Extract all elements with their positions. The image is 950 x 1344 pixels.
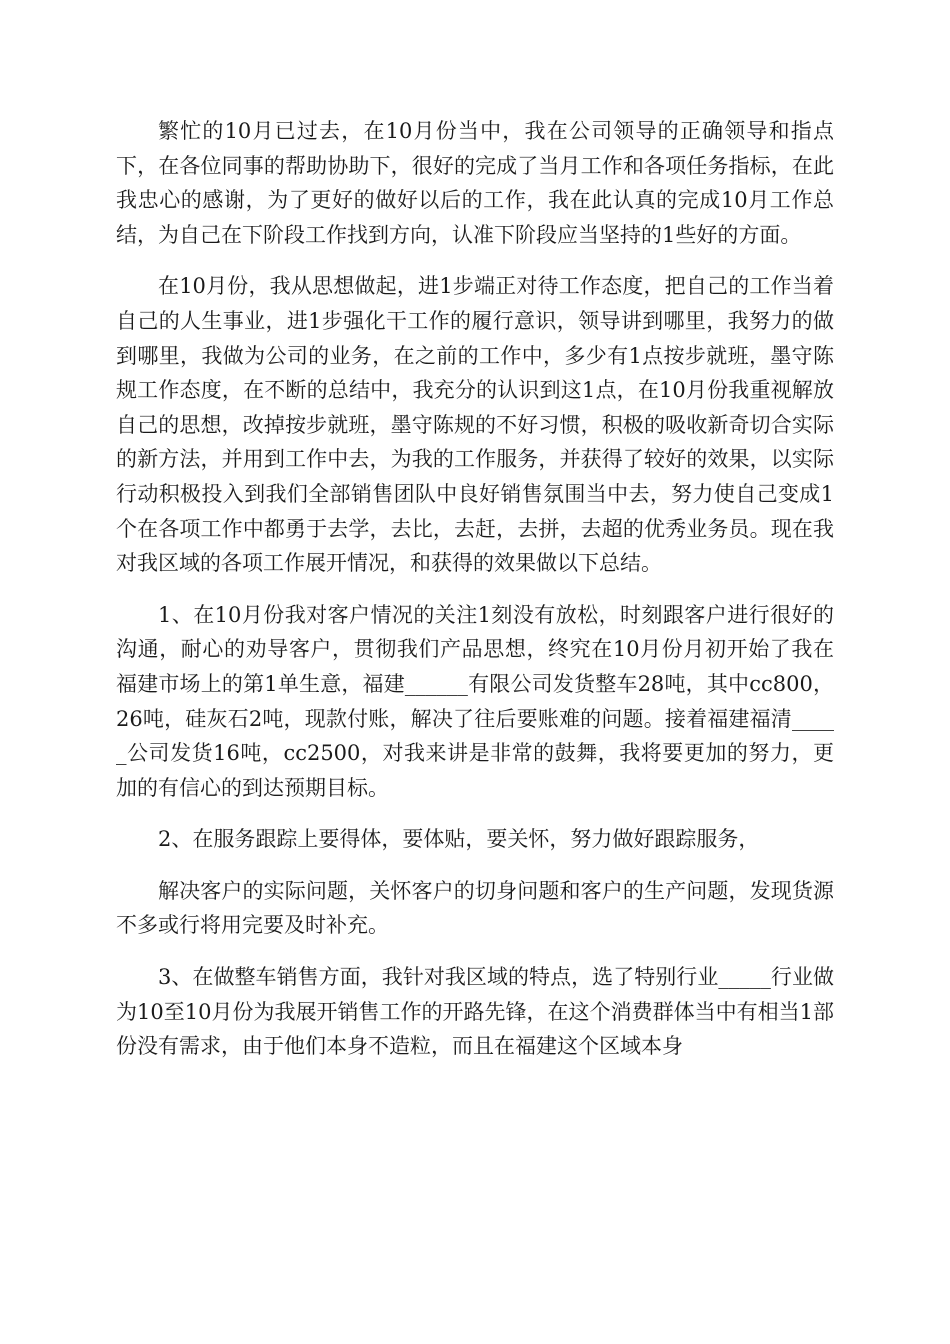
paragraph-item-1: 1、在10月份我对客户情况的关注1刻没有放松，时刻跟客户进行很好的沟通，耐心的劝导客户，贯彻我们产品思想，终究在10月份月初开始了我在福建市场上的第1单生意，福建______有限公司发货整车28吨，其中cc800，26吨，硅灰石2吨，现款付账，解决了往后要账难的问题。接着福建福清_____公司发货16吨，cc2500，对我来讲是非常的鼓舞，我将要更加的努力，更加的有信心的到达预期目标。	[116, 602, 834, 800]
paragraph-item-2: 2、在服务跟踪上要得体，要体贴，要关怀，努力做好跟踪服务，	[158, 827, 760, 852]
paragraph-work-attitude: 在10月份，我从思想做起，进1步端正对待工作态度，把自己的工作当着自己的人生事业，进1步强化干工作的履行意识，领导讲到哪里，我努力的做到哪里，我做为公司的业务，在之前的工作中，多少有1点按步就班，墨守陈规工作态度，在不断的总结中，我充分的认识到这1点，在10月份我重视解放自己的思想，改掉按步就班，墨守陈规的不好习惯，积极的吸收新奇切合实际的新方法，并用到工作中去，为我的工作服务，并获得了较好的效果，以实际行动积极投入到我们全部销售团队中良好销售氛围当中去，努力使自己变成1个在各项工作中都勇于去学，去比，去赶，去拼，去超的优秀业务员。现在我对我区域的各项工作展开情况，和获得的效果做以下总结。	[116, 274, 834, 576]
paragraph-intro: 繁忙的10月已过去，在10月份当中，我在公司领导的正确领导和指点下，在各位同事的帮助协助下，很好的完成了当月工作和各项任务指标，在此我忠心的感谢，为了更好的做好以后的工作，我在此认真的完成10月工作总结，为自己在下阶段工作找到方向，认准下阶段应当坚持的1些好的方面。	[116, 119, 834, 247]
document-body	[116, 114, 834, 1064]
paragraph-item-3: 3、在做整车销售方面，我针对我区域的特点，选了特别行业_____行业做为10至10月份为我展开销售工作的开路先锋，在这个消费群体当中有相当1部份没有需求，由于他们本身不造粒，而且在福建这个区域本身	[116, 965, 834, 1059]
paragraph-item-2-continued: 解决客户的实际问题，关怀客户的切身问题和客户的生产问题，发现货源不多或行将用完要及时补充。	[116, 878, 834, 938]
